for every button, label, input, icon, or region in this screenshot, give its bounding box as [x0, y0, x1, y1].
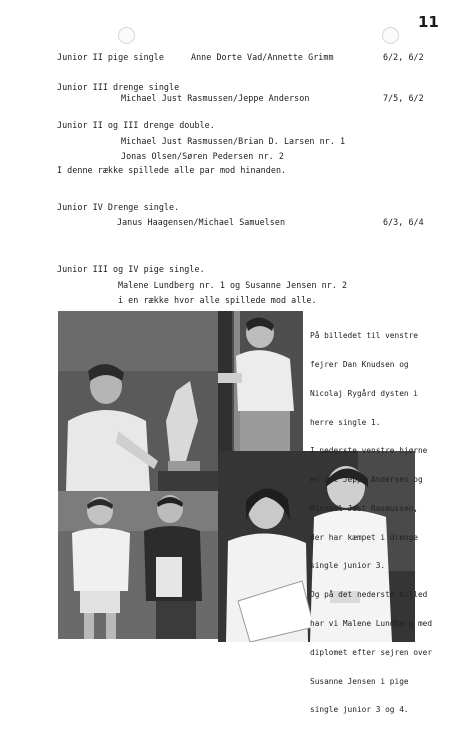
- photo-caption: [310, 312, 470, 734]
- event-title: Junior II og III drenge double.: [57, 120, 215, 130]
- caption-line: single junior 3.: [310, 561, 386, 571]
- event-entry: i en række hvor alle spillede mod alle.: [118, 295, 317, 305]
- event-score: 6/2, 6/2: [383, 52, 424, 62]
- caption-line: single junior 3 og 4.: [310, 705, 409, 715]
- caption-line: herre single 1.: [310, 417, 381, 427]
- event-players: Anne Dorte Vad/Annette Grimm: [191, 52, 334, 62]
- event-entry: Malene Lundberg nr. 1 og Susanne Jensen nr. 2: [118, 280, 348, 290]
- event-title: Junior III drenge single: [57, 82, 180, 92]
- event-title: Junior II pige single: [57, 52, 164, 62]
- event-entry: Michael Just Rasmussen/Brian D. Larsen nr. 1: [121, 136, 346, 146]
- caption-line: På billedet til venstre: [310, 331, 418, 341]
- caption-line: diplomet efter sejren over: [310, 647, 433, 657]
- caption-line: Michael Just Rasmussen,: [310, 503, 418, 513]
- event-score: 6/3, 6/4: [383, 217, 424, 227]
- event-title: Junior III og IV pige single.: [57, 264, 205, 274]
- photo-trophy-celebration: [58, 311, 218, 491]
- event-title: Junior IV Drenge single.: [57, 202, 180, 212]
- caption-line: Susanne Jensen i pige: [310, 676, 409, 686]
- caption-line: Nicolaj Rygård dysten i: [310, 388, 418, 398]
- caption-line: Og på det nederste billed: [310, 590, 428, 600]
- event-score: 7/5, 6/2: [383, 93, 424, 103]
- caption-line: I nederste venstre hjørne: [310, 446, 428, 456]
- caption-line: fejrer Dan Knudsen og: [310, 359, 409, 369]
- punch-hole-left: [118, 27, 135, 44]
- event-players: Janus Haagensen/Michael Samuelsen: [117, 217, 286, 227]
- event-note: I denne række spillede alle par mod hinanden.: [57, 165, 287, 175]
- caption-line: har vi Malene Lundberg med: [310, 619, 433, 628]
- caption-line: er det Jeppe Andersen og: [310, 475, 423, 485]
- punch-hole-right: [382, 27, 399, 44]
- photo-two-boys: [58, 491, 218, 639]
- page-number: 11: [418, 13, 439, 31]
- event-players: Michael Just Rasmussen/Jeppe Anderson: [121, 93, 310, 103]
- caption-line: der har kæmpet i drenge: [310, 532, 418, 542]
- event-entry: Jonas Olsen/Søren Pedersen nr. 2: [121, 151, 284, 161]
- photo-man-with-trophy: [218, 311, 303, 451]
